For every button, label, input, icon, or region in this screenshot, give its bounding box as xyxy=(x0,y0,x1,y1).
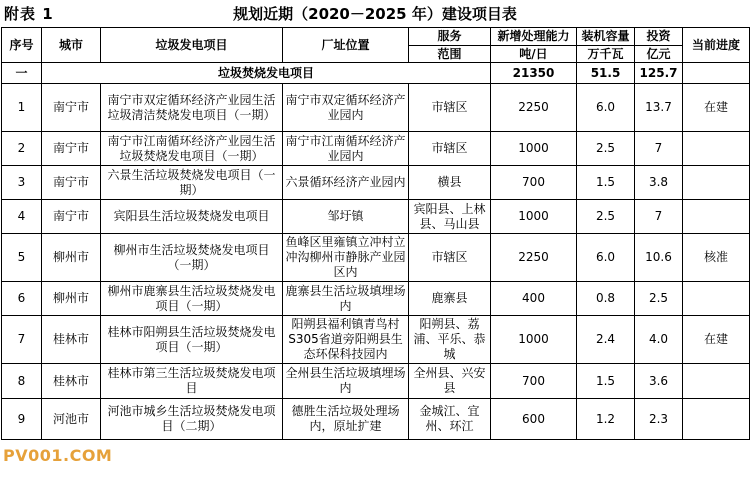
row-power: 6.0 xyxy=(577,84,635,132)
project-table xyxy=(1,27,750,440)
header-row-top xyxy=(2,28,750,46)
appendix-label: 附表 1 xyxy=(4,5,54,23)
row-no: 4 xyxy=(2,200,42,234)
row-project: 宾阳县生活垃圾焚烧发电项目 xyxy=(101,200,283,234)
row-power: 1.2 xyxy=(577,399,635,440)
row-service: 金城江、宜州、环江 xyxy=(409,399,491,440)
row-site: 鹿寨县生活垃圾填埋场内 xyxy=(283,282,409,316)
section-invest: 125.7 xyxy=(635,63,683,84)
row-city: 南宁市 xyxy=(42,132,101,166)
row-site: 全州县生活垃圾填埋场内 xyxy=(283,364,409,399)
row-no: 9 xyxy=(2,399,42,440)
header-capacity-top: 新增处理能力 xyxy=(491,28,577,46)
row-invest: 3.8 xyxy=(635,166,683,200)
header-site: 厂址位置 xyxy=(283,28,409,63)
table-row xyxy=(2,200,750,234)
table-title: 规划近期（2020－2025 年）建设项目表 xyxy=(233,5,517,23)
table-row xyxy=(2,399,750,440)
section-progress xyxy=(683,63,750,84)
row-city: 桂林市 xyxy=(42,316,101,364)
row-progress: 在建 xyxy=(683,316,750,364)
row-site: 德胜生活垃圾处理场内，原址扩建 xyxy=(283,399,409,440)
row-service: 阳朔县、荔浦、平乐、恭城 xyxy=(409,316,491,364)
row-power: 1.5 xyxy=(577,166,635,200)
row-service: 宾阳县、上林县、马山县 xyxy=(409,200,491,234)
section-no: 一 xyxy=(2,63,42,84)
row-capacity: 600 xyxy=(491,399,577,440)
row-city: 柳州市 xyxy=(42,234,101,282)
row-service: 市辖区 xyxy=(409,132,491,166)
row-project: 六景生活垃圾焚烧发电项目（一期） xyxy=(101,166,283,200)
header-project: 垃圾发电项目 xyxy=(101,28,283,63)
table-row xyxy=(2,166,750,200)
row-project: 河池市城乡生活垃圾焚烧发电项目（二期） xyxy=(101,399,283,440)
table-row xyxy=(2,316,750,364)
row-progress xyxy=(683,166,750,200)
row-invest: 7 xyxy=(635,200,683,234)
row-progress xyxy=(683,200,750,234)
row-no: 1 xyxy=(2,84,42,132)
row-city: 柳州市 xyxy=(42,282,101,316)
table-row xyxy=(2,132,750,166)
row-project: 柳州市生活垃圾焚烧发电项目（一期） xyxy=(101,234,283,282)
row-invest: 2.3 xyxy=(635,399,683,440)
row-invest: 7 xyxy=(635,132,683,166)
row-capacity: 700 xyxy=(491,364,577,399)
row-site: 邹圩镇 xyxy=(283,200,409,234)
header-service-top: 服务 xyxy=(409,28,491,46)
row-capacity: 1000 xyxy=(491,316,577,364)
row-capacity: 2250 xyxy=(491,84,577,132)
row-progress xyxy=(683,282,750,316)
row-capacity: 400 xyxy=(491,282,577,316)
section-row xyxy=(2,63,750,84)
table-row xyxy=(2,364,750,399)
row-city: 南宁市 xyxy=(42,84,101,132)
row-capacity: 1000 xyxy=(491,132,577,166)
header-capacity-bottom: 吨/日 xyxy=(491,46,577,63)
header-no: 序号 xyxy=(2,28,42,63)
row-no: 7 xyxy=(2,316,42,364)
header-service-bottom: 范围 xyxy=(409,46,491,63)
row-service: 市辖区 xyxy=(409,234,491,282)
row-progress xyxy=(683,364,750,399)
section-power: 51.5 xyxy=(577,63,635,84)
row-site: 鱼峰区里雍镇立冲村立冲沟柳州市静脉产业园区内 xyxy=(283,234,409,282)
row-no: 6 xyxy=(2,282,42,316)
row-project: 南宁市双定循环经济产业园生活垃圾清洁焚烧发电项目（一期） xyxy=(101,84,283,132)
row-invest: 4.0 xyxy=(635,316,683,364)
row-invest: 3.6 xyxy=(635,364,683,399)
row-no: 8 xyxy=(2,364,42,399)
row-site: 阳朔县福利镇青鸟村S305省道旁阳朔县生态环保科技园内 xyxy=(283,316,409,364)
row-city: 桂林市 xyxy=(42,364,101,399)
row-site: 六景循环经济产业园内 xyxy=(283,166,409,200)
row-no: 3 xyxy=(2,166,42,200)
row-project: 桂林市阳朔县生活垃圾焚烧发电项目（一期） xyxy=(101,316,283,364)
header-city: 城市 xyxy=(42,28,101,63)
row-no: 5 xyxy=(2,234,42,282)
row-invest: 10.6 xyxy=(635,234,683,282)
row-invest: 2.5 xyxy=(635,282,683,316)
watermark: PV001.COM xyxy=(3,446,113,465)
row-project: 南宁市江南循环经济产业园生活垃圾焚烧发电项目（一期） xyxy=(101,132,283,166)
row-site: 南宁市双定循环经济产业园内 xyxy=(283,84,409,132)
row-power: 1.5 xyxy=(577,364,635,399)
row-power: 6.0 xyxy=(577,234,635,282)
section-capacity: 21350 xyxy=(491,63,577,84)
row-service: 鹿寨县 xyxy=(409,282,491,316)
row-capacity: 1000 xyxy=(491,200,577,234)
row-progress: 核准 xyxy=(683,234,750,282)
row-site: 南宁市江南循环经济产业园内 xyxy=(283,132,409,166)
row-city: 河池市 xyxy=(42,399,101,440)
row-progress xyxy=(683,132,750,166)
header-progress: 当前进度 xyxy=(683,28,750,63)
table-row xyxy=(2,234,750,282)
row-capacity: 700 xyxy=(491,166,577,200)
row-capacity: 2250 xyxy=(491,234,577,282)
row-power: 2.4 xyxy=(577,316,635,364)
row-power: 0.8 xyxy=(577,282,635,316)
row-project: 桂林市第三生活垃圾焚烧发电项目 xyxy=(101,364,283,399)
table-row xyxy=(2,282,750,316)
row-service: 全州县、兴安县 xyxy=(409,364,491,399)
row-invest: 13.7 xyxy=(635,84,683,132)
row-progress xyxy=(683,399,750,440)
header-power-top: 装机容量 xyxy=(577,28,635,46)
row-power: 2.5 xyxy=(577,132,635,166)
header-invest-bottom: 亿元 xyxy=(635,46,683,63)
row-project: 柳州市鹿寨县生活垃圾焚烧发电项目（一期） xyxy=(101,282,283,316)
row-power: 2.5 xyxy=(577,200,635,234)
section-name: 垃圾焚烧发电项目 xyxy=(42,63,491,84)
row-service: 市辖区 xyxy=(409,84,491,132)
row-city: 南宁市 xyxy=(42,200,101,234)
page-heading xyxy=(0,0,750,26)
header-power-bottom: 万千瓦 xyxy=(577,46,635,63)
header-invest-top: 投资 xyxy=(635,28,683,46)
row-city: 南宁市 xyxy=(42,166,101,200)
table-row xyxy=(2,84,750,132)
row-service: 横县 xyxy=(409,166,491,200)
row-progress: 在建 xyxy=(683,84,750,132)
row-no: 2 xyxy=(2,132,42,166)
